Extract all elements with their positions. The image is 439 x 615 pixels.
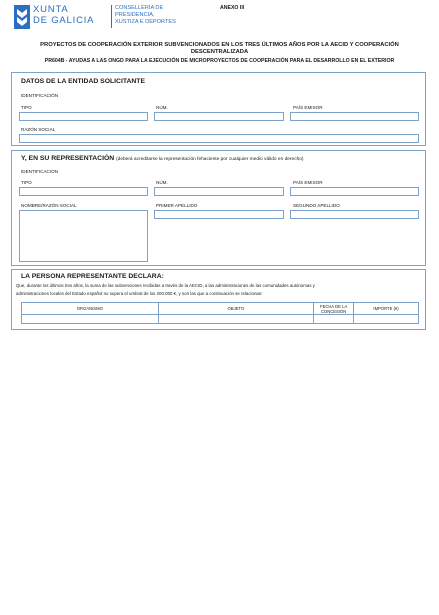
primer-apellido-label: PRIMER APELLIDO <box>156 203 198 208</box>
entidad-tipo-field[interactable] <box>19 112 148 121</box>
organismo-header: ORGANISMO <box>22 303 159 315</box>
importe-cell[interactable] <box>354 315 419 324</box>
declaracion-text-line2: administraciones locales del Estado español no supera el umbral de los 200.000 €, y son las que a continuación se relacionan: <box>16 291 263 296</box>
anexo-label: ANEXO III <box>220 5 245 11</box>
department-line3: XUSTIZA E DEPORTES <box>115 19 176 25</box>
rep-tipo-field[interactable] <box>19 187 148 196</box>
fecha-header: FECHA DE LA CONCESIÓN <box>314 303 354 315</box>
entidad-section-title: DATOS DE LA ENTIDAD SOLICITANTE <box>21 78 145 85</box>
entidad-pais-field[interactable] <box>290 112 419 121</box>
rep-identificacion-label: IDENTIFICACIÓN <box>21 169 59 174</box>
segundo-apellido-field[interactable] <box>290 210 419 219</box>
rep-num-label: NÚM. <box>156 180 168 185</box>
rep-pais-label: PAÍS EMISOR <box>293 180 323 185</box>
department-line1: CONSELLERÍA DE <box>115 5 164 11</box>
fecha-cell[interactable] <box>314 315 354 324</box>
nombre-label: NOMBRE/RAZÓN SOCIAL <box>21 203 77 208</box>
declaracion-text-line1: Que, durante los últimos tres años, la suma de las subvenciones recibidas a través de la AECID, a las administraciones de las comunidades autónomas y <box>16 283 315 288</box>
subvenciones-table <box>21 302 419 324</box>
representacion-section <box>11 150 426 266</box>
xunta-emblem-icon <box>14 5 30 29</box>
rep-tipo-label: TIPO <box>21 180 32 185</box>
department-line2: PRESIDENCIA, <box>115 12 155 18</box>
objeto-header: OBJETO <box>158 303 314 315</box>
identificacion-label: IDENTIFICACIÓN <box>21 93 59 98</box>
representacion-section-title <box>21 155 304 162</box>
razon-social-label: RAZÓN SOCIAL <box>21 127 56 132</box>
entidad-section <box>11 72 426 146</box>
num-label: NÚM. <box>156 105 168 110</box>
xunta-logo <box>14 4 174 30</box>
declaracion-section <box>11 269 426 330</box>
title-line2: DESCENTRALIZADA <box>190 49 249 56</box>
tipo-label: TIPO <box>21 105 32 110</box>
title-line1: PROYECTOS DE COOPERACIÓN EXTERIOR SUBVENCIONADOS EN LOS TRES ÚLTIMOS AÑOS POR LA AECID Y COOPERACIÓN <box>40 42 399 48</box>
logo-line2: DE GALICIA <box>33 15 95 26</box>
rep-pais-field[interactable] <box>290 187 419 196</box>
declaracion-text <box>16 282 421 298</box>
importe-header: IMPORTE (€) <box>354 303 419 315</box>
organismo-cell[interactable] <box>22 315 159 324</box>
procedure-subtitle: PR604B - AYUDAS A LAS ONGD PARA LA EJECUCIÓN DE MICROPROYECTOS DE COOPERACIÓN PARA EL DESARROLLO EN EL EXTERIOR <box>44 58 395 65</box>
segundo-apellido-label: SEGUNDO APELLIDO <box>293 203 340 208</box>
representacion-title: Y, EN SU REPRESENTACIÓN <box>21 155 115 162</box>
document-title <box>22 42 417 65</box>
department-name <box>115 5 176 26</box>
logo-wordmark <box>33 4 94 26</box>
objeto-cell[interactable] <box>158 315 314 324</box>
primer-apellido-field[interactable] <box>154 210 284 219</box>
entidad-num-field[interactable] <box>154 112 284 121</box>
pais-label: PAÍS EMISOR <box>293 105 323 110</box>
logo-divider <box>111 5 112 28</box>
representacion-note: (deberá acreditarse la representación fehaciente por cualquier medio válido en derecho) <box>116 157 304 162</box>
declaracion-section-title: LA PERSONA REPRESENTANTE DECLARA: <box>21 273 164 280</box>
rep-num-field[interactable] <box>154 187 284 196</box>
razon-social-field[interactable] <box>19 134 419 143</box>
logo-line1: XUNTA <box>33 4 69 15</box>
table-header-row <box>22 303 419 315</box>
table-row <box>22 315 419 324</box>
nombre-field[interactable] <box>19 210 148 262</box>
